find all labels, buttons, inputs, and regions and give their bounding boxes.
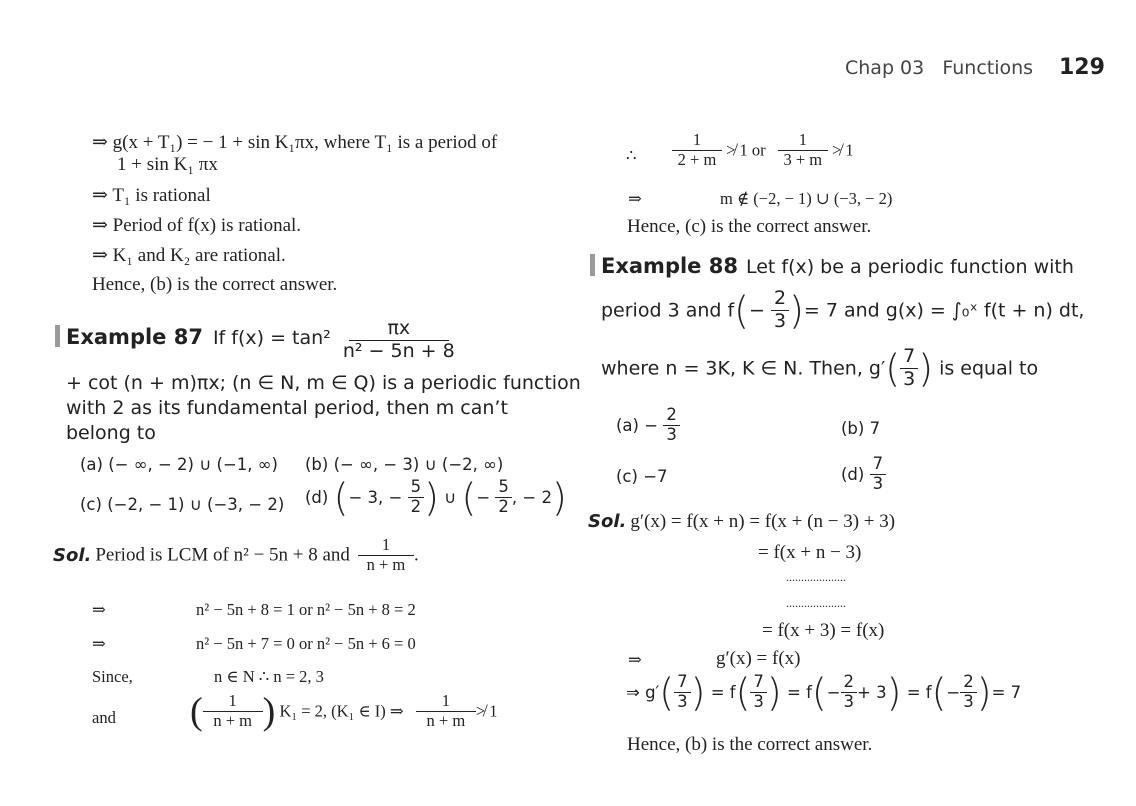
final-gprime: ⇒ g′ [626,682,660,702]
row-4-frac-2-den: n + m [426,710,466,730]
solution-fraction [358,536,414,575]
therefore-middle: ≯ 1 or [726,140,766,160]
chapter-label [845,57,1033,79]
example-88-line-1: Let f(x) be a periodic function with [745,256,1074,278]
left-line-5: Hence, (b) is the correct answer. [92,274,338,295]
option-d [305,475,567,520]
option-d-frac-1-den: 2 [410,496,422,516]
left-line-1b: 1 + sin K₁ πx [117,154,218,175]
close-paren-icon: ) [918,346,934,391]
final-frac-1 [674,673,691,712]
close-paren-icon: ) [789,288,804,333]
option-d-frac-1-num: 5 [408,478,425,498]
example-87-heading-row [55,317,455,363]
option-d-frac-2-den: 2 [498,496,509,516]
option-b: (b) (− ∞, − 3) ∪ (−2, ∞) [305,455,504,474]
row-4-frac-2-num: 1 [416,692,476,712]
implies-arrow: ⇒ [628,189,642,208]
example-87-line-3: with 2 as its fundamental period, then m can’t [66,397,508,419]
open-paren-icon: ( [885,346,901,391]
close-paren-icon: ) [262,690,276,733]
final-frac-1-num: 7 [674,673,691,693]
option-d-union: ∪ [444,487,457,507]
open-paren-icon: ( [931,670,947,715]
final-frac-3 [841,673,858,712]
final-frac-2-den: 3 [753,691,764,711]
ex88-option-b: (b) 7 [841,419,881,438]
final-eq-f-3: = f [906,682,932,702]
close-paren-icon: ) [690,670,706,715]
page-number: 129 [1059,55,1105,80]
ex88-option-d [841,455,886,494]
close-paren-icon: ) [424,475,439,520]
solution-88-step-5: = f(x + 3) = f(x) [762,620,885,641]
row-2-arrow: ⇒ [92,634,106,653]
example-88-frac-1-den: 3 [773,309,787,332]
close-paren-icon: ) [886,670,902,715]
option-a: (a) (− ∞, − 2) ∪ (−1, ∞) [80,455,278,474]
open-paren-icon: ( [333,475,349,520]
final-eq-f-1: = f [710,682,736,702]
example-88-line-3 [601,346,1038,391]
row-4 [190,692,498,731]
solution-88-step-2: = f(x + n − 3) [758,542,862,563]
open-paren-icon: ( [461,475,477,520]
therefore-frac-1-num: 1 [672,131,722,151]
option-d-part-b: − [476,487,491,507]
therefore-end: ≯ 1 [831,140,854,160]
final-frac-4-num: 2 [960,673,977,693]
example-87-if: If f(x) = tan² [212,327,331,350]
fraction-numerator: πx [349,318,449,341]
therefore-frac-2-num: 1 [778,131,828,151]
example-88-frac-1 [771,288,789,333]
final-frac-1-den: 3 [677,691,688,711]
example-88-heading: Example 88 [601,254,738,278]
left-line-4: ⇒ K₁ and K₂ are rational. [92,245,286,266]
row-4-frac-2 [416,692,476,731]
ex88-option-d-frac-num: 7 [870,455,887,475]
solution-88-line-1 [588,511,895,533]
row-4-middle: K₁ = 2, (K₁ ∈ I) ⇒ [279,701,404,721]
solution-label: Sol. [53,544,92,566]
ex88-option-a [616,406,680,445]
ex88-option-a-frac [663,406,680,445]
ex88-option-d-frac [870,455,887,494]
option-d-frac-2 [495,478,512,517]
final-frac-4-den: 3 [963,691,974,711]
therefore-frac-1-den: 2 + m [677,149,717,169]
row-1: n² − 5n + 8 = 1 or n² − 5n + 8 = 2 [196,600,416,619]
example-88-frac-2-den: 3 [903,367,916,390]
ex88-option-c: (c) −7 [616,467,668,486]
solution-87-intro: Sol. Period is LCM of n² − 5n + 8 and $\frac{1}{n + m}$ . [53,535,419,574]
ex88-option-a-label: (a) − [616,415,659,435]
implies-line: m ∉ (−2, − 1) ∪ (−3, − 2) [720,189,893,208]
example-88-frac-2-num: 7 [900,346,918,369]
solution-label: Sol. [588,511,627,532]
row-4-frac-1-num: 1 [203,692,263,712]
example-88-frac-2 [900,346,918,391]
example-88-heading-row [590,254,1074,278]
example-88-line-2: period 3 and f(− $\frac{2}{3}$ )= 7 and g(x) = ∫₀ˣ f(t + n) dt, [601,287,1085,333]
open-paren-icon: ( [811,670,827,715]
therefore-frac-2-den: 3 + m [783,149,823,169]
row-4-frac-1-den: n + m [213,710,252,730]
option-d-frac-2-num: 5 [495,478,512,498]
option-d-part-a: − 3, − [348,487,403,507]
chapter-title: Functions [942,57,1034,79]
final-frac-4 [960,673,977,712]
row-4-frac-1 [203,692,263,731]
row-4-label: and [92,708,116,727]
fraction-denominator: n² − 5n + 8 [342,339,455,362]
left-line-3: ⇒ Period of f(x) is rational. [92,215,302,236]
hence-b: Hence, (b) is the correct answer. [627,734,873,755]
therefore-frac-2 [778,131,828,170]
row-2: n² − 5n + 7 = 0 or n² − 5n + 6 = 0 [196,634,416,653]
example-88-frac-1-num: 2 [771,288,789,311]
solution-88-step-6: g′(x) = f(x) [716,648,801,669]
final-frac-2-num: 7 [750,673,767,693]
close-paren-icon: ) [976,670,992,715]
final-frac-3-num: 2 [841,673,858,693]
ex88-option-d-frac-den: 3 [872,473,884,493]
left-line-2: ⇒ T₁ is rational [92,185,211,206]
close-paren-icon: ) [551,475,567,520]
row-3: n ∈ N ∴ n = 2, 3 [214,667,324,686]
solution-fraction-num: 1 [358,536,414,556]
open-paren-icon: ( [735,670,751,715]
solution-88-dots-2: .................... [786,596,846,610]
example-87-line-4: belong to [66,422,156,444]
solution-text: Period is LCM of n² − 5n + 8 and [95,544,350,566]
solution-88-dots-1: .................... [786,570,846,584]
ex88-option-a-frac-den: 3 [666,424,677,444]
hence-c: Hence, (c) is the correct answer. [627,216,872,237]
heading-bar [590,254,595,276]
example-88-line-3a: where n = 3K, K ∈ N. Then, g′ [601,357,886,380]
close-paren-icon: ) [766,670,782,715]
example-88-line-3b: is equal to [939,357,1039,380]
option-d-label: (d) [305,487,329,507]
example-87-line-2: + cot (n + m)πx; (n ∈ N, m ∈ Q) is a periodic function [66,372,581,394]
final-frac-3-den: 3 [843,691,855,711]
solution-fraction-den: n + m [366,554,406,574]
final-plus-3: + 3 [857,682,887,702]
option-d-part-c: , − 2 [511,487,552,507]
solution-88-step-1: g′(x) = f(x + n) = f(x + (n − 3) + 3) [630,511,896,532]
therefore-symbol: ∴ [626,146,637,165]
example-87-heading: Example 87 [66,325,203,350]
open-paren-icon: ( [190,690,203,733]
option-d-frac-1 [408,478,425,517]
heading-bar [55,325,60,347]
option-c: (c) (−2, − 1) ∪ (−3, − 2) [80,495,285,514]
open-paren-icon: ( [734,288,749,333]
therefore-line [672,131,854,170]
example-87-fraction [342,317,455,363]
row-1-arrow: ⇒ [92,600,106,619]
solution-88-arrow: ⇒ [628,650,642,669]
ex88-option-d-label: (d) [841,464,865,484]
final-frac-2 [750,673,767,712]
row-4-end: ≯ 1 [475,701,498,721]
therefore-frac-1 [672,131,722,170]
solution-88-final: ⇒ g′( $\frac{7}{3}$ ) = f( $\frac{7}{3}$ ) = f(− $\frac{2}{3}$ + 3) = f(− $\frac{2}{3}$ )= 7 [626,670,1022,715]
final-eq-7: = 7 [991,682,1022,702]
example-88-line-2a: period 3 and f [601,299,735,322]
left-line-1: ⇒ g(x + T₁) = − 1 + sin K₁πx, where T₁ is a period of [92,132,498,153]
example-88-line-2b: = 7 and g(x) = ∫₀ˣ f(t + n) dt, [803,299,1085,322]
ex88-option-a-frac-num: 2 [663,406,680,426]
chapter-number: Chap 03 [845,57,925,79]
row-3-label: Since, [92,667,133,686]
open-paren-icon: ( [659,670,675,715]
final-eq-f-2: = f [787,682,812,702]
